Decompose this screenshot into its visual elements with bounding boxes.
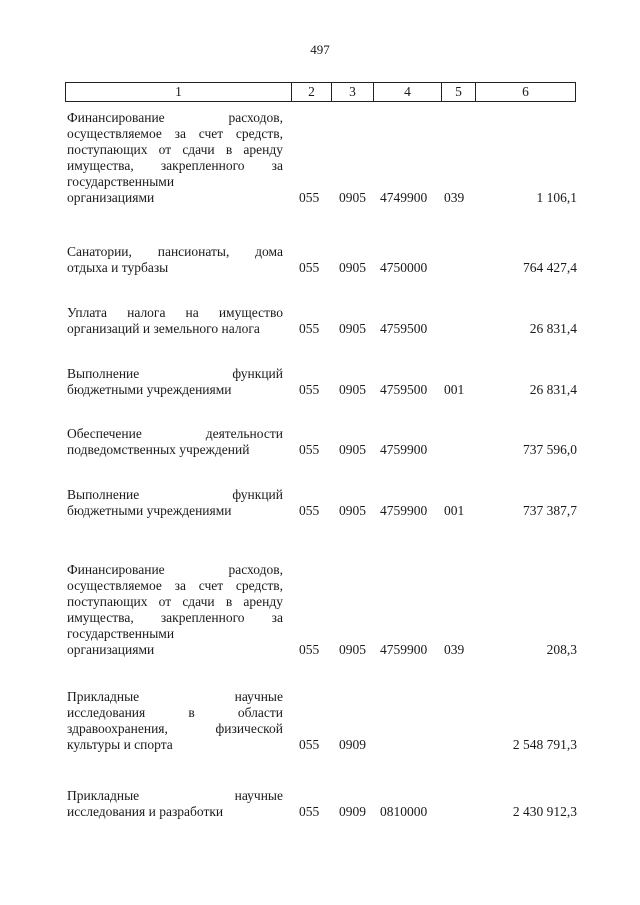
description-line: здравоохранения, физической [67,721,283,736]
header-col-3: 3 [332,83,374,101]
header-col-5: 5 [442,83,476,101]
description-line: исследования и разработки [67,804,224,819]
description-line: Уплата налога на имущество [67,305,283,320]
cell-c2: 055 [299,503,320,518]
cell-c6: 737 596,0 [523,442,577,457]
description-line: подведомственных учреждений [67,442,250,457]
row-description [67,426,283,458]
description-line: Санатории, пансионаты, дома [67,244,283,259]
description-line: Обеспечение деятельности [67,426,283,441]
page-number: 497 [310,42,330,57]
description-line: исследования в области [67,705,283,720]
cell-c5: 001 [444,382,465,397]
cell-c2: 055 [299,804,320,819]
row-description [67,689,283,753]
cell-c4: 4759500 [380,321,428,336]
cell-c6: 26 831,4 [529,382,577,397]
header-col-1: 1 [66,83,292,101]
cell-c3: 0909 [339,737,366,752]
description-line: имущества, закрепленного за [67,158,283,173]
cell-c3: 0905 [339,260,366,275]
description-line: поступающих от сдачи в аренду [67,594,283,609]
cell-c2: 055 [299,260,320,275]
cell-c3: 0905 [339,190,366,205]
header-col-4: 4 [374,83,442,101]
header-col-6: 6 [522,84,529,99]
cell-c5: 039 [444,190,465,205]
description-line: Прикладные научные [67,788,283,803]
row-description [67,487,283,519]
cell-c5: 039 [444,642,465,657]
table-header [65,82,576,102]
cell-c3: 0905 [339,503,366,518]
cell-c4: 0810000 [380,804,428,819]
cell-c3: 0905 [339,642,366,657]
row-description [67,305,283,337]
cell-c6: 737 387,7 [523,503,577,518]
description-line: организаций и земельного налога [67,321,260,336]
description-line: организациями [67,190,155,205]
cell-c4: 4759500 [380,382,428,397]
description-line: бюджетными учреждениями [67,503,232,518]
row-description [67,562,283,658]
cell-c3: 0905 [339,321,366,336]
row-description [67,110,283,206]
cell-c6: 764 427,4 [523,260,577,275]
row-description [67,788,283,820]
cell-c3: 0905 [339,382,366,397]
description-line: Финансирование расходов, [67,110,283,125]
cell-c2: 055 [299,382,320,397]
description-line: культуры и спорта [67,737,173,752]
cell-c4: 4759900 [380,503,428,518]
description-line: государственными [67,626,175,641]
header-col-2: 2 [292,83,332,101]
description-line: организациями [67,642,155,657]
cell-c6: 208,3 [546,642,577,657]
cell-c3: 0905 [339,442,366,457]
cell-c6: 2 430 912,3 [512,804,577,819]
description-line: государственными [67,174,175,189]
description-line: бюджетными учреждениями [67,382,232,397]
row-description [67,366,283,398]
description-line: Финансирование расходов, [67,562,283,577]
description-line: отдыха и турбазы [67,260,169,275]
description-line: поступающих от сдачи в аренду [67,142,283,157]
cell-c6: 26 831,4 [529,321,577,336]
cell-c5: 001 [444,503,465,518]
description-line: Прикладные научные [67,689,283,704]
cell-c4: 4759900 [380,642,428,657]
cell-c2: 055 [299,442,320,457]
cell-c4: 4759900 [380,442,428,457]
cell-c2: 055 [299,321,320,336]
cell-c2: 055 [299,642,320,657]
description-line: Выполнение функций [67,366,283,381]
cell-c4: 4750000 [380,260,428,275]
cell-c6: 1 106,1 [536,190,577,205]
description-line: имущества, закрепленного за [67,610,283,625]
cell-c3: 0909 [339,804,366,819]
description-line: Выполнение функций [67,487,283,502]
description-line: осуществляемое за счет средств, [67,578,283,593]
cell-c2: 055 [299,737,320,752]
row-description [67,244,283,276]
cell-c6: 2 548 791,3 [512,737,577,752]
cell-c4: 4749900 [380,190,428,205]
cell-c2: 055 [299,190,320,205]
description-line: осуществляемое за счет средств, [67,126,283,141]
